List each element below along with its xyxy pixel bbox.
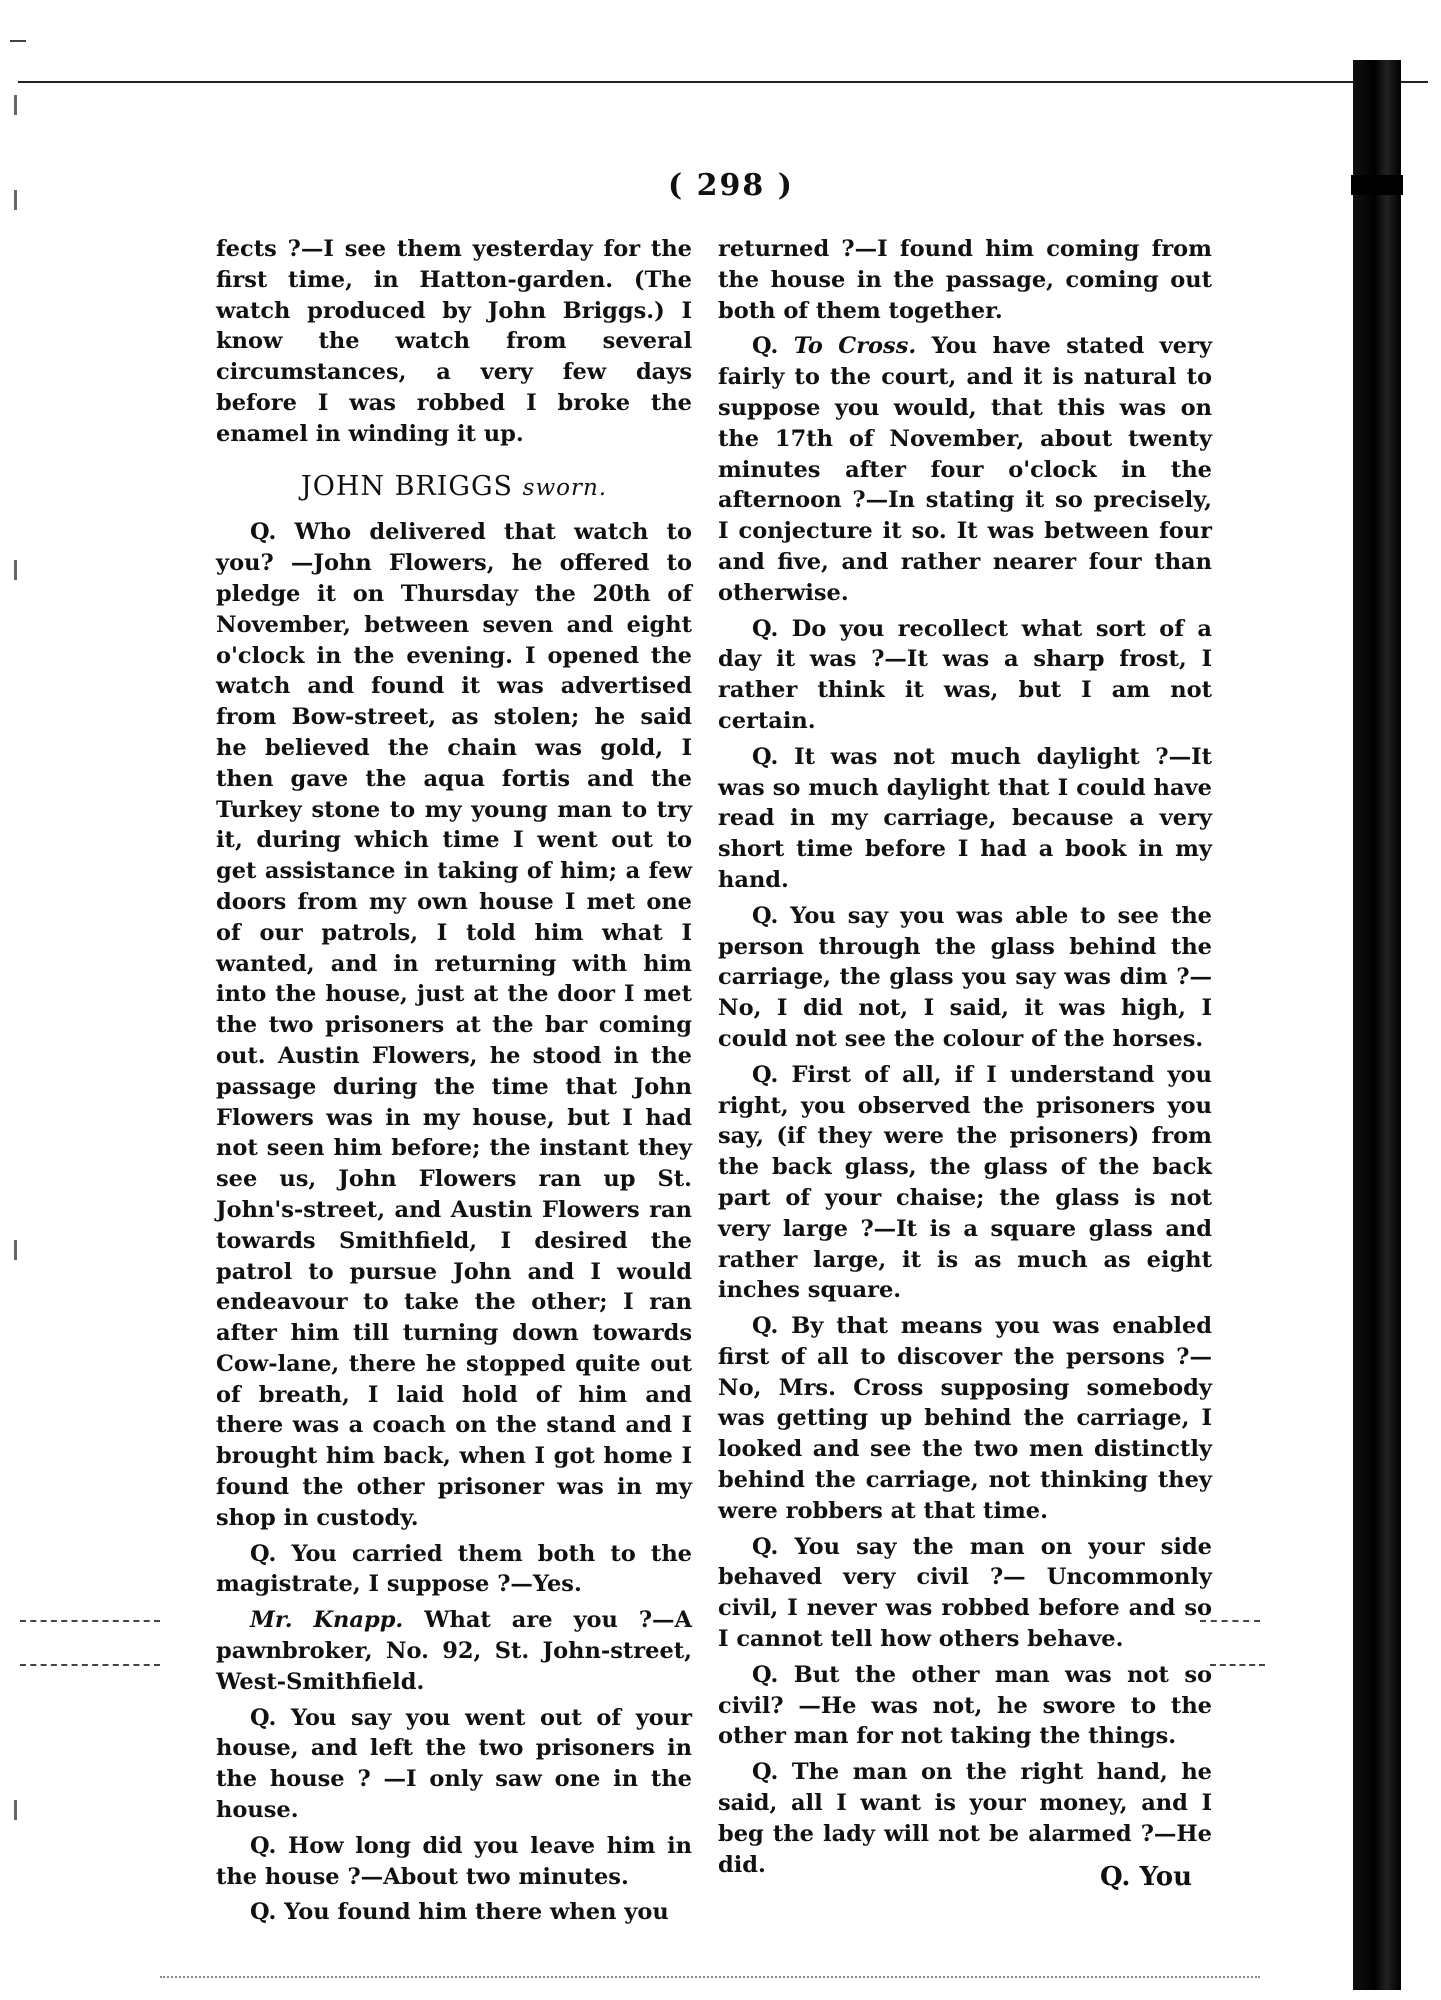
witness-name: JOHN BRIGGS — [300, 470, 514, 502]
bottom-edge-noise — [160, 1976, 1260, 1978]
top-rule — [18, 81, 1428, 83]
margin-dash — [20, 1664, 160, 1666]
paragraph: Q. You say the man on your side behaved very civil ?— Uncommonly civil, I never was robbed before and so I cannot tell how others behave. — [718, 1533, 1212, 1653]
catchword: Q. You — [1100, 1862, 1193, 1892]
gutter-mark — [14, 1800, 17, 1820]
paragraph: returned ?—I found him coming from the house in the passage, coming out both of them together. — [718, 236, 1212, 324]
paragraph — [718, 331, 1212, 608]
paragraph-text: What are you ?—A pawnbroker, No. 92, St. John-street, West-Smithfield. — [216, 1607, 693, 1695]
right-column — [718, 234, 1212, 1885]
gutter-mark — [14, 190, 17, 210]
margin-dash — [20, 1620, 160, 1622]
gutter-mark — [14, 95, 17, 115]
paragraph: fects ?—I see them yesterday for the first time, in Hatton-garden. (The watch produced by John Briggs.) I know the watch from several circumstances, a very few days before I was robbed I broke the enamel in winding it up. — [216, 236, 692, 447]
paragraph: Q. You say you was able to see the person through the glass behind the carriage, the glass you say was dim ?—No, I did not, I said, it was high, I could not see the colour of the horses. — [718, 902, 1212, 1052]
margin-dash — [1210, 1664, 1265, 1666]
sworn-label: sworn. — [522, 474, 608, 501]
binding-notch — [1351, 175, 1403, 195]
paragraph: Q. The man on the right hand, he said, all I want is your money, and I beg the lady will not be alarmed ?—He did. — [718, 1759, 1212, 1878]
paragraph: Q. Do you recollect what sort of a day it was ?—It was a sharp frost, I rather think it was, but I am not certain. — [718, 615, 1212, 734]
paragraph: Q. How long did you leave him in the house ?—About two minutes. — [216, 1832, 692, 1890]
paragraph: Q. Who delivered that watch to you? —John Flowers, he offered to pledge it on Thursday the 20th of November, between seven and eight o'clock in the evening. I opened the watch and found it was advertised from Bow-street, as stolen; he said he believed the chain was gold, I then gave the aqua fortis and the Turkey stone to my young man to try it, during which time I went out to get assistance in taking of him; a few doors from my own house I met one of our patrols, I told him what I wanted, and in returning with him into the house, just at the door I met the two prisoners at the bar coming out. Austin Flowers, he stood in the passage during the time that John Flowers was in my house, but I had not seen him before; the instant they see us, John Flowers ran up St. John's-street, and Austin Flowers ran towards Smithfield, I desired the patrol to pursue John and I would endeavour to take the other; I ran after him till turning down towards Cow-lane, there he stopped quite out of breath, I laid hold of him and there was a coach on the stand and I brought him back, when I got home I found the other prisoner was in my shop in custody. — [216, 519, 692, 1531]
witness-heading — [216, 472, 692, 504]
paragraph-text: You have stated very fairly to the court, and it is natural to suppose you would, that this was on the 17th of November, about twenty minutes after four o'clock in the afternoon ?—In stating it so precisely, I conjecture it so. It was between four and five, and rather nearer four than otherwise. — [718, 333, 1212, 606]
gutter-mark — [14, 560, 17, 580]
page-number: ( 298 ) — [668, 168, 794, 203]
paragraph: Q. First of all, if I understand you right, you observed the prisoners you say, (if they were the prisoners) from the back glass, the glass of the back part of your chaise; the glass is not very large ?—It is a square glass and rather large, it is as much as eight inches square. — [718, 1061, 1212, 1304]
binding-shadow — [1353, 60, 1401, 1990]
paragraph: Q. You carried them both to the magistrate, I suppose ?—Yes. — [216, 1540, 692, 1598]
gutter-mark — [14, 1240, 17, 1260]
paragraph: Q. But the other man was not so civil? —He was not, he swore to the other man for not taking the things. — [718, 1661, 1212, 1750]
paragraph: Q. You found him there when you — [250, 1899, 669, 1926]
paragraph — [216, 1605, 692, 1697]
paragraph: Q. By that means you was enabled first of all to discover the persons ?—No, Mrs. Cross supposing somebody was getting up behind the carriage, I looked and see the two men distinctly behind the carriage, not thinking they were robbers at that time. — [718, 1313, 1212, 1524]
paragraph: Q. You say you went out of your house, and left the two prisoners in the house ? —I only saw one in the house. — [216, 1704, 692, 1824]
addressee: To Cross. — [793, 333, 917, 360]
question-mark: Q. — [752, 333, 794, 360]
paragraph: Q. It was not much daylight ?—It was so much daylight that I could have read in my carriage, because a very short time before I had a book in my hand. — [718, 743, 1212, 893]
left-column — [216, 234, 692, 1933]
speaker-name: Mr. Knapp. — [250, 1607, 404, 1634]
gutter-mark — [10, 40, 26, 42]
